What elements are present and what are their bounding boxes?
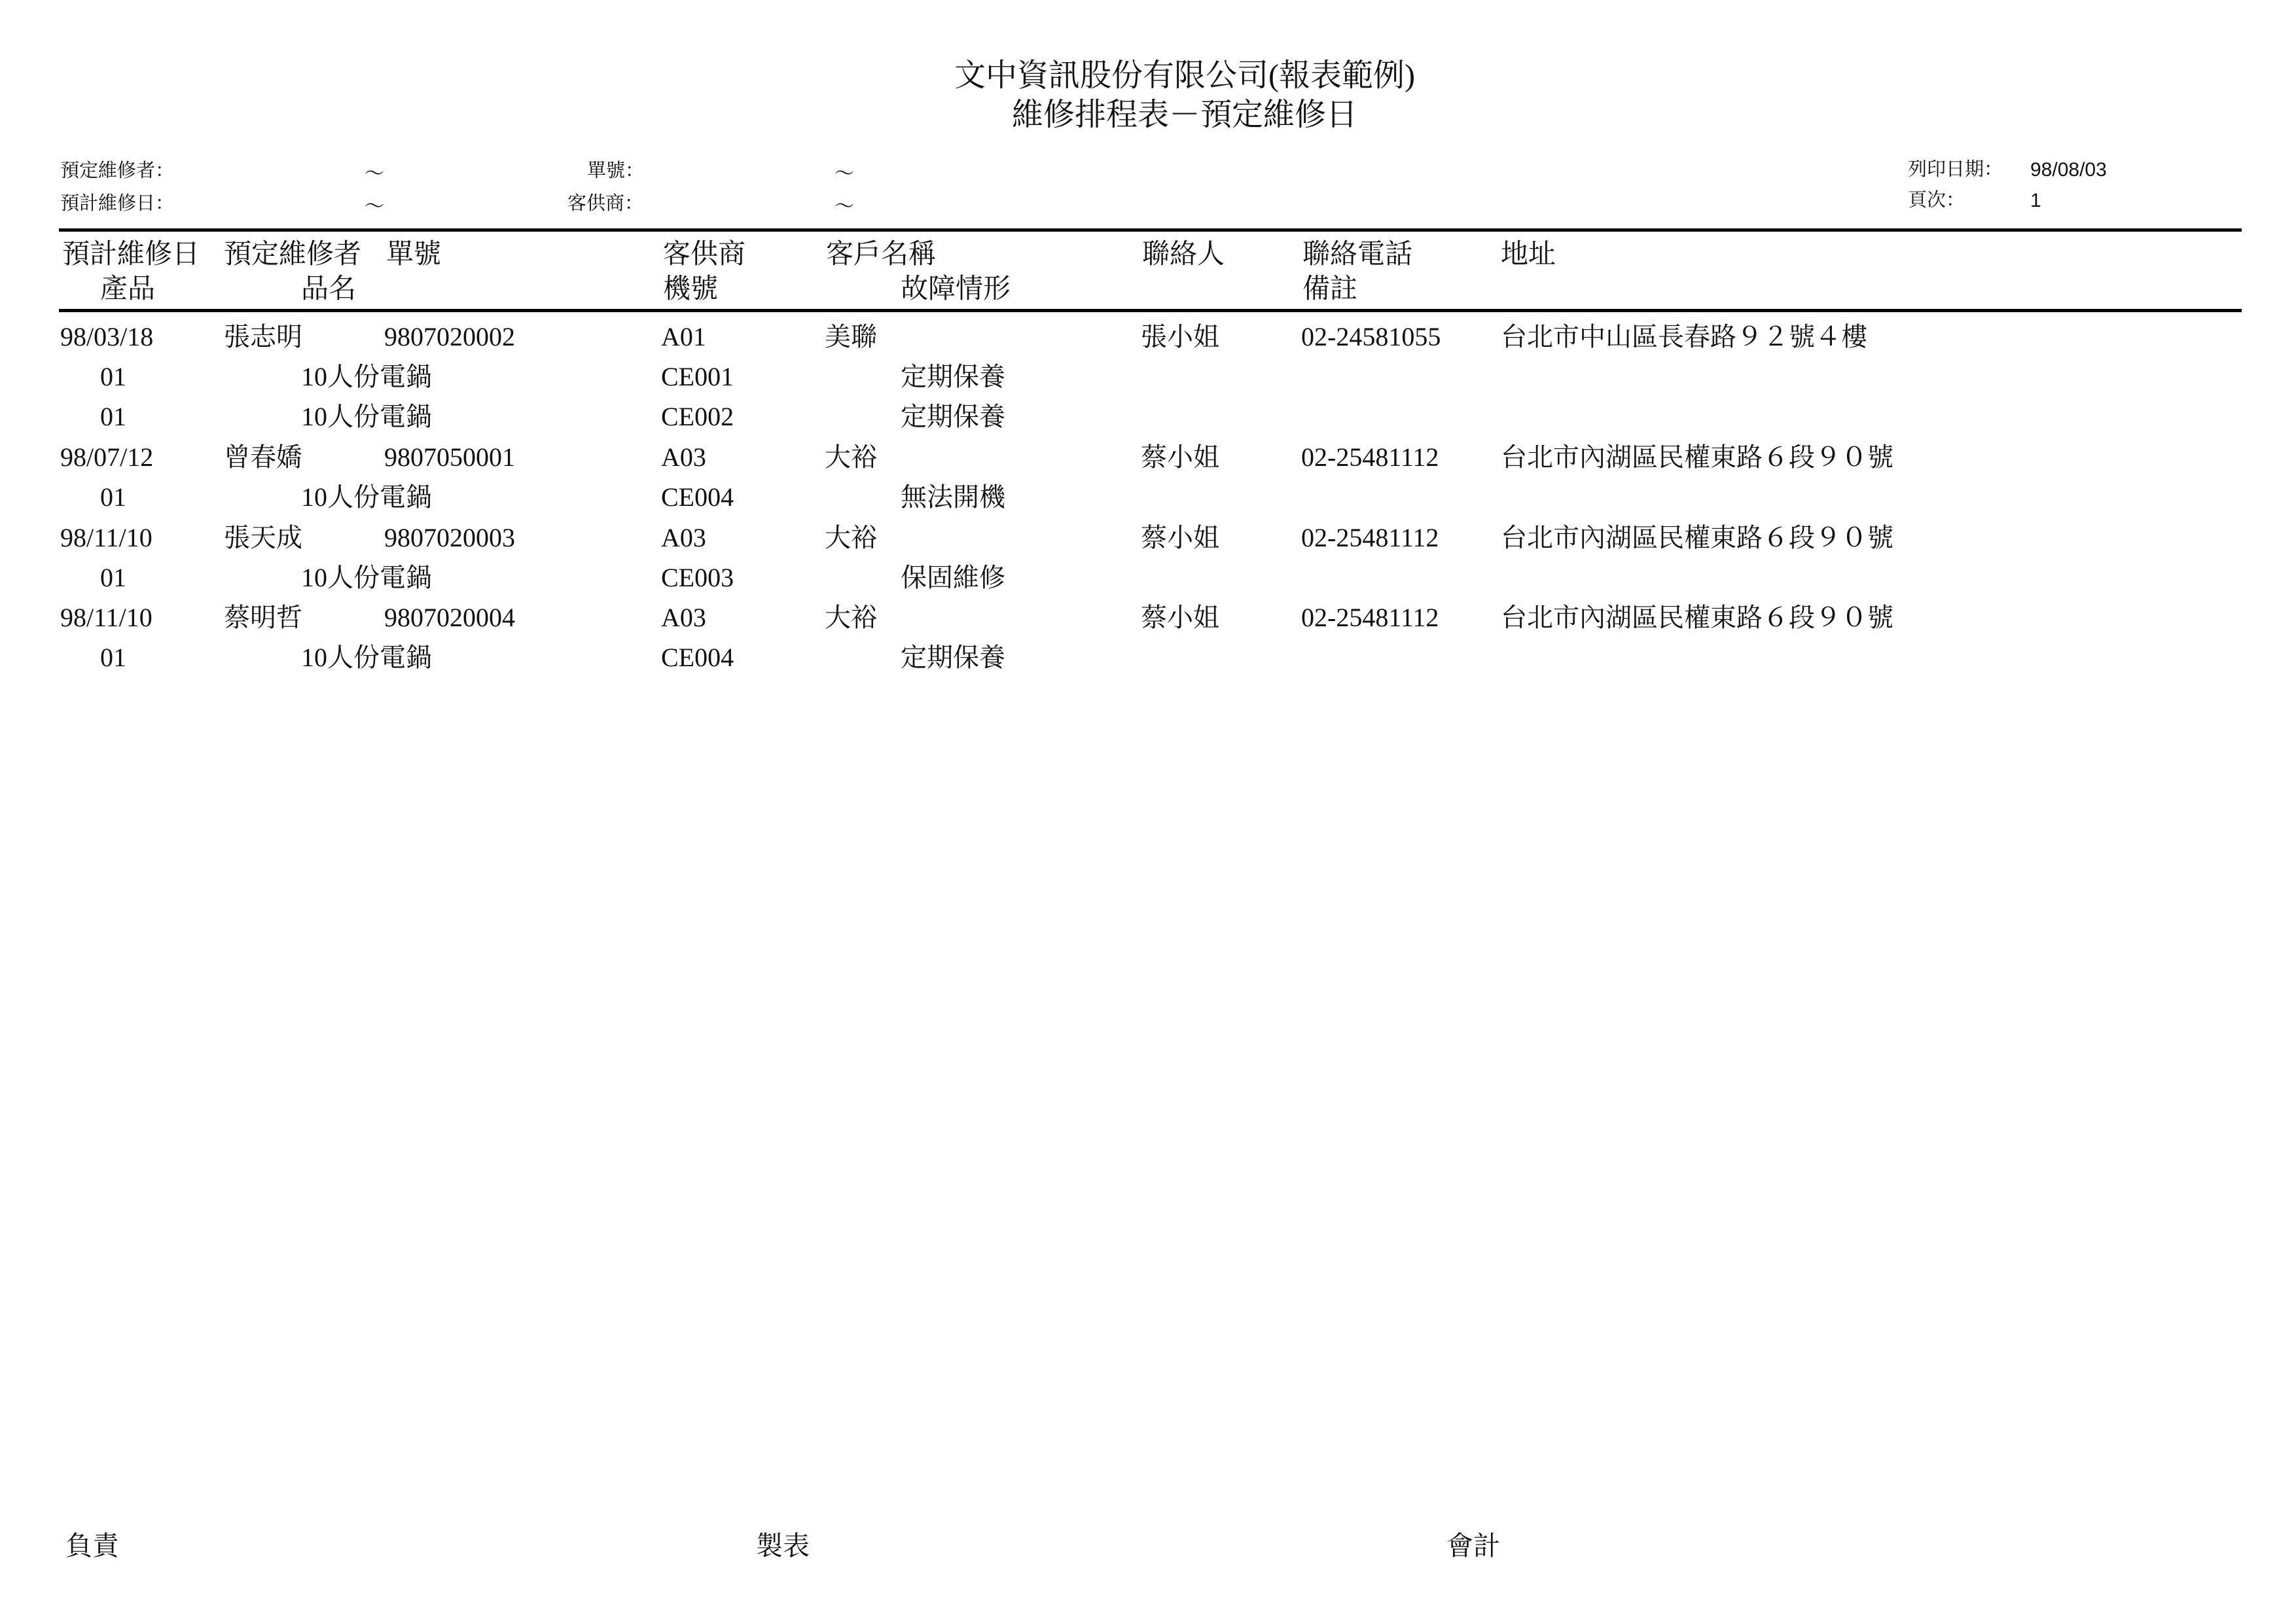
item-machine-no: CE003 [661,563,734,592]
header-fault: 故障情形 [901,274,1011,304]
record-staff: 張天成 [224,523,302,552]
record-customer: 大裕 [825,523,877,552]
record-supplier: A03 [661,523,706,552]
record-supplier: A01 [661,322,706,351]
record-staff: 曾春嬌 [224,442,302,472]
record-staff: 張志明 [224,322,302,351]
record-contact: 蔡小姐 [1141,603,1219,632]
item-name: 10人份電鍋 [301,482,432,512]
company-title: 文中資訊股份有限公司(報表範例) [954,58,1415,93]
supplier-range: ～ [834,196,854,217]
item-name: 10人份電鍋 [301,362,432,391]
record-supplier: A03 [661,603,706,632]
record-address: 台北市內湖區民權東路６段９０號 [1501,442,1893,472]
record-date: 98/11/10 [60,603,152,632]
record-address: 台北市內湖區民權東路６段９０號 [1501,603,1893,632]
order-range: ～ [834,163,854,185]
record-address: 台北市中山區長春路９２號４樓 [1501,322,1867,351]
record-address: 台北市內湖區民權東路６段９０號 [1501,523,1893,552]
header-product-name: 品名 [301,274,357,304]
report-title: 維修排程表－預定維修日 [1011,98,1357,132]
item-fault: 定期保養 [901,362,1005,391]
header-machine-no: 機號 [663,274,719,304]
item-machine-no: CE004 [661,482,734,512]
footer-accounting: 會計 [1446,1531,1500,1561]
record-contact: 蔡小姐 [1141,523,1219,552]
header-product: 產品 [100,274,156,304]
item-name: 10人份電鍋 [301,402,432,431]
item-machine-no: CE001 [661,362,734,391]
item-product: 01 [100,643,126,672]
record-date: 98/11/10 [60,523,152,552]
header-scheduled-date: 預計維修日 [62,240,200,270]
item-fault: 定期保養 [901,643,1005,672]
record-order-no: 9807050001 [384,442,515,472]
header-supplier: 客供商 [663,240,746,270]
item-product: 01 [100,402,126,431]
header-bottom-rule [59,309,2242,312]
item-product: 01 [100,482,126,512]
record-customer: 大裕 [825,442,877,472]
item-name: 10人份電鍋 [301,643,432,672]
item-machine-no: CE002 [661,402,734,431]
record-order-no: 9807020002 [384,322,515,351]
header-address: 地址 [1501,240,1556,270]
supplier-label: 客供商： [567,193,644,214]
item-machine-no: CE004 [661,643,734,672]
footer-prepared-by: 製表 [756,1531,810,1561]
header-phone: 聯絡電話 [1302,240,1413,270]
header-scheduler: 預定維修者 [224,240,362,270]
item-fault: 定期保養 [901,402,1005,431]
print-date: 98/08/03 [2030,159,2107,181]
item-fault: 無法開機 [901,482,1005,512]
record-customer: 美聯 [825,322,877,351]
record-phone: 02-25481112 [1301,603,1439,632]
record-contact: 蔡小姐 [1141,442,1219,472]
header-customer-name: 客戶名稱 [826,240,937,270]
page-label: 頁次： [1908,190,1965,211]
item-fault: 保固維修 [901,563,1005,592]
date-range: ～ [365,196,384,217]
record-phone: 02-25481112 [1301,442,1439,472]
record-date: 98/07/12 [60,442,154,472]
header-remarks: 備註 [1302,274,1358,304]
header-contact: 聯絡人 [1142,240,1225,270]
record-phone: 02-24581055 [1301,322,1441,351]
scheduler-range: ～ [365,163,384,185]
header-top-rule [59,228,2242,232]
record-order-no: 9807020003 [384,523,515,552]
record-date: 98/03/18 [60,322,154,351]
header-order-no: 單號 [386,240,442,270]
record-phone: 02-25481112 [1301,523,1439,552]
print-date-label: 列印日期： [1908,159,2003,180]
scheduler-label: 預定維修者： [60,160,175,181]
item-product: 01 [100,362,126,391]
item-product: 01 [100,563,126,592]
item-name: 10人份電鍋 [301,563,432,592]
record-supplier: A03 [661,442,706,472]
record-contact: 張小姐 [1141,322,1219,351]
date-label: 預計維修日： [60,193,175,214]
order-label: 單號： [587,160,645,181]
record-order-no: 9807020004 [384,603,515,632]
footer-responsible: 負責 [65,1531,119,1561]
page-number: 1 [2030,190,2041,211]
record-staff: 蔡明哲 [224,603,302,632]
record-customer: 大裕 [825,603,877,632]
